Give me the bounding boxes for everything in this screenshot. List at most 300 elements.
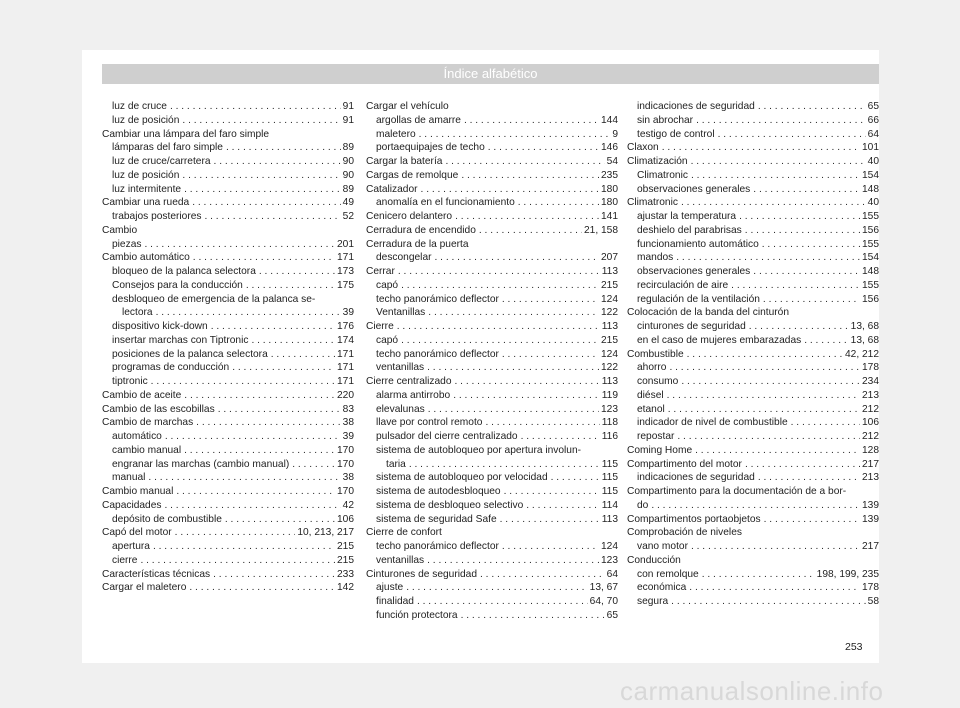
index-term: observaciones generales [637, 183, 751, 195]
index-entry [366, 403, 618, 417]
index-page-ref: 128 [862, 444, 879, 456]
index-entry [366, 444, 618, 458]
index-term: sistema de seguridad Safe [376, 513, 497, 525]
index-entry [366, 375, 618, 389]
index-page-ref: 234 [862, 376, 879, 387]
index-term: ajuste [376, 582, 404, 594]
index-term: Ventanillas [376, 307, 426, 319]
index-term: Catalizador [366, 183, 418, 195]
index-page-ref: 113 [601, 376, 618, 387]
page-title: Índice alfabético [102, 64, 879, 84]
index-page-ref: 113 [601, 513, 618, 525]
dot-leader [758, 471, 860, 485]
dot-leader [488, 141, 599, 155]
index-term: Cinturones de seguridad [366, 568, 478, 580]
dot-leader [502, 348, 599, 362]
index-entry [102, 114, 354, 128]
index-page-ref: 91 [342, 114, 354, 126]
index-page-ref: 215 [337, 554, 354, 566]
index-term: etanol [637, 403, 665, 415]
index-page-ref: 58 [867, 596, 879, 607]
index-entry [102, 224, 354, 238]
index-page-ref: 170 [337, 458, 354, 470]
dot-leader [749, 320, 849, 334]
index-page-ref: 142 [337, 582, 354, 594]
index-term: mandos [637, 252, 674, 264]
index-entry [102, 293, 354, 307]
index-term: segura [637, 596, 669, 607]
dot-leader [480, 568, 605, 582]
index-page-ref: 155 [862, 211, 879, 222]
index-entry [102, 499, 354, 513]
index-term: piezas [112, 238, 142, 250]
dot-leader [500, 513, 600, 527]
index-page-ref: 217 [862, 541, 879, 552]
index-term: luz de cruce/carretera [112, 156, 211, 167]
index-page-ref: 171 [337, 362, 354, 374]
index-entry [366, 554, 618, 568]
dot-leader [170, 100, 341, 114]
index-term: consumo [637, 376, 679, 387]
dot-leader [502, 293, 599, 307]
index-entry [627, 196, 879, 210]
dot-leader [398, 265, 600, 279]
index-term: cierre [112, 554, 138, 566]
index-page-ref: 115 [601, 458, 618, 470]
index-page-ref: 54 [606, 156, 618, 167]
index-term: Cambio [102, 224, 138, 236]
index-page-ref: 42 [342, 499, 354, 511]
dot-leader [401, 334, 599, 348]
index-page-ref: 180 [601, 183, 618, 195]
index-term: Cierre [366, 321, 394, 332]
dot-leader [763, 293, 860, 307]
index-entry [366, 595, 618, 609]
index-entry [102, 238, 354, 252]
index-entry [102, 320, 354, 334]
index-page-ref: 156 [862, 224, 879, 236]
index-page-ref: 42, 212 [845, 348, 879, 360]
index-entry [366, 306, 618, 320]
index-page-ref: 21, 158 [584, 224, 618, 236]
dot-leader [464, 114, 599, 128]
dot-leader [192, 196, 340, 210]
dot-leader [668, 403, 860, 417]
index-term: testigo de control [637, 128, 715, 140]
dot-leader [479, 224, 582, 238]
dot-leader [718, 128, 866, 142]
dot-leader [687, 348, 843, 362]
index-page-ref: 141 [601, 211, 618, 222]
index-entry [627, 334, 879, 348]
index-term: Cargas de remolque [366, 169, 459, 181]
index-entry [627, 155, 879, 169]
index-term: llave por control remoto [376, 417, 483, 429]
index-page-ref: 212 [862, 403, 879, 415]
index-page-ref: 171 [337, 252, 354, 264]
dot-leader [526, 499, 600, 513]
index-page-ref: 124 [601, 348, 618, 360]
index-term: engranar las marchas (cambio manual) [112, 458, 290, 470]
index-term: luz de cruce [112, 101, 167, 112]
index-term: lámparas del faro simple [112, 142, 223, 154]
index-entry [102, 375, 354, 389]
dot-leader [226, 141, 341, 155]
index-entry [366, 169, 618, 183]
index-page-ref: 40 [867, 197, 879, 209]
index-term: dispositivo kick-down [112, 321, 208, 332]
index-term: anomalía en el funcionamiento [376, 197, 515, 209]
dot-leader [445, 155, 604, 169]
dot-leader [182, 114, 340, 128]
index-page-ref: 170 [337, 444, 354, 456]
index-page-ref: 178 [862, 582, 879, 594]
index-term: desbloqueo de emergencia de la palanca se- [112, 293, 316, 305]
index-entry [366, 458, 618, 472]
dot-leader [153, 540, 335, 554]
dot-leader [401, 279, 599, 293]
index-term: Cambio de las escobillas [102, 403, 215, 415]
index-page-ref: 89 [342, 142, 354, 154]
index-page-ref: 64, 70 [589, 596, 618, 607]
index-entry [366, 609, 618, 623]
index-term: Cargar el maletero [102, 582, 187, 594]
index-term: finalidad [376, 596, 414, 607]
dot-leader [681, 196, 866, 210]
index-entry [102, 348, 354, 362]
index-entry [102, 568, 354, 582]
index-entry [627, 183, 879, 197]
index-term: Cenicero delantero [366, 211, 453, 222]
dot-leader [667, 389, 860, 403]
index-term: programas de conducción [112, 362, 230, 374]
index-page-ref: 154 [862, 169, 879, 181]
dot-leader [745, 458, 860, 472]
dot-leader [182, 169, 340, 183]
index-term: ahorro [637, 362, 667, 374]
dot-leader [175, 526, 296, 540]
index-term: apertura [112, 541, 150, 552]
index-column-2 [366, 100, 618, 623]
index-term: cambio manual [112, 444, 182, 456]
index-page-ref: 39 [342, 431, 354, 442]
index-entry [627, 320, 879, 334]
index-term: Cerradura de la puerta [366, 238, 469, 250]
index-page-ref: 124 [601, 293, 618, 305]
index-entry [627, 403, 879, 417]
dot-leader [504, 485, 600, 499]
dot-leader [753, 183, 860, 197]
index-entry [627, 513, 879, 527]
index-page-ref: 178 [862, 362, 879, 374]
index-term: capó [376, 279, 399, 291]
index-page-ref: 213 [862, 389, 879, 401]
index-term: Cargar el vehículo [366, 101, 449, 112]
index-entry [102, 361, 354, 375]
index-entry [627, 169, 879, 183]
index-page-ref: 155 [862, 279, 879, 291]
dot-leader [427, 554, 599, 568]
page-number: 253 [845, 641, 863, 653]
dot-leader [213, 568, 335, 582]
dot-leader [461, 609, 605, 623]
index-term: Cambio de aceite [102, 389, 182, 401]
index-entry [366, 471, 618, 485]
index-term: Cerradura de encendido [366, 224, 476, 236]
index-page-ref: 124 [601, 541, 618, 552]
dot-leader [184, 444, 335, 458]
index-page-ref: 212 [862, 431, 879, 442]
index-entry [366, 581, 618, 595]
index-entry [366, 526, 618, 540]
index-entry [366, 100, 618, 114]
index-page-ref: 207 [601, 252, 618, 264]
index-entry [366, 499, 618, 513]
dot-leader [151, 375, 335, 389]
dot-leader [204, 210, 340, 224]
index-page-ref: 123 [601, 403, 618, 415]
dot-leader [225, 513, 335, 527]
index-term: manual [112, 472, 146, 484]
dot-leader [406, 581, 587, 595]
index-term: Cambio de marchas [102, 417, 194, 429]
index-page-ref: 233 [337, 568, 354, 580]
index-term: indicador de nivel de combustible [637, 417, 788, 429]
dot-leader [232, 361, 335, 375]
index-entry [366, 513, 618, 527]
index-page-ref: 83 [342, 403, 354, 415]
index-page-ref: 65 [606, 609, 618, 621]
dot-leader [455, 375, 600, 389]
dot-leader [677, 430, 860, 444]
dot-leader [211, 320, 335, 334]
index-page-ref: 176 [337, 321, 354, 332]
index-page-ref: 13, 67 [589, 582, 618, 594]
index-entry [627, 499, 879, 513]
index-term: Capacidades [102, 499, 162, 511]
index-term: luz de posición [112, 114, 180, 126]
dot-leader [758, 100, 866, 114]
index-entry [366, 568, 618, 582]
index-entry [366, 141, 618, 155]
dot-leader [695, 444, 860, 458]
index-term: elevalunas [376, 403, 425, 415]
dot-leader [485, 416, 599, 430]
index-entry [102, 196, 354, 210]
index-page-ref: 123 [601, 554, 618, 566]
index-entry [627, 485, 879, 499]
index-term: Cargar la batería [366, 156, 443, 167]
index-page-ref: 173 [337, 266, 354, 277]
index-entry [102, 513, 354, 527]
index-entry [366, 224, 618, 238]
index-entry [366, 485, 618, 499]
index-entry [627, 224, 879, 238]
index-term: luz de posición [112, 169, 180, 181]
dot-leader [669, 361, 860, 375]
index-entry [102, 458, 354, 472]
index-term: Cerrar [366, 266, 395, 277]
index-column-3 [627, 100, 879, 609]
index-page-ref: 122 [601, 307, 618, 319]
index-term: con remolque [637, 568, 699, 580]
index-entry [627, 595, 879, 609]
index-page-ref: 115 [601, 472, 618, 484]
dot-leader [184, 183, 341, 197]
index-term: Cambiar una rueda [102, 197, 190, 209]
index-term: pulsador del cierre centralizado [376, 431, 518, 442]
index-page-ref: 9 [612, 128, 618, 140]
dot-leader [156, 306, 341, 320]
index-entry [366, 348, 618, 362]
dot-leader [762, 238, 860, 252]
index-entry [627, 540, 879, 554]
index-entry [102, 554, 354, 568]
index-term: recirculación de aire [637, 279, 729, 291]
index-entry [366, 196, 618, 210]
index-entry [102, 389, 354, 403]
dot-leader [461, 169, 599, 183]
index-term: sin abrochar [637, 114, 694, 126]
index-term: observaciones generales [637, 266, 751, 277]
index-term: Compartimentos portaobjetos [627, 513, 761, 525]
dot-leader [251, 334, 335, 348]
dot-leader [435, 251, 599, 265]
dot-leader [144, 238, 335, 252]
index-term: argollas de amarre [376, 114, 461, 126]
dot-leader [691, 169, 860, 183]
index-page-ref: 144 [601, 114, 618, 126]
dot-leader [753, 265, 860, 279]
index-term: Claxon [627, 142, 659, 154]
index-page-ref: 52 [342, 211, 354, 222]
dot-leader [189, 581, 335, 595]
index-page-ref: 220 [337, 389, 354, 401]
index-term: techo panorámico deflector [376, 348, 499, 360]
index-term: Coming Home [627, 444, 693, 456]
index-term: portaequipajes de techo [376, 142, 485, 154]
dot-leader [662, 141, 860, 155]
index-page-ref: 64 [606, 568, 618, 580]
index-page-ref: 148 [862, 266, 879, 277]
dot-leader [551, 471, 600, 485]
index-term: Compartimento del motor [627, 458, 742, 470]
dot-leader [292, 458, 335, 472]
dot-leader [184, 389, 335, 403]
index-term: lectora [122, 307, 153, 319]
index-entry [102, 526, 354, 540]
index-page-ref: 139 [862, 499, 879, 511]
index-term: tiptronic [112, 376, 148, 387]
index-entry [366, 251, 618, 265]
index-page-ref: 106 [337, 513, 354, 525]
index-entry [627, 444, 879, 458]
dot-leader [681, 375, 860, 389]
index-term: diésel [637, 389, 664, 401]
index-page-ref: 180 [601, 197, 618, 209]
index-term: Colocación de la banda del cinturón [627, 307, 789, 319]
index-entry [366, 540, 618, 554]
index-term: techo panorámico deflector [376, 293, 499, 305]
index-entry [627, 471, 879, 485]
index-entry [627, 238, 879, 252]
dot-leader [791, 416, 860, 430]
index-page-ref: 13, 68 [850, 334, 879, 346]
index-entry [102, 141, 354, 155]
dot-leader [218, 403, 341, 417]
dot-leader [521, 430, 600, 444]
index-page-ref: 10, 213, 217 [297, 527, 354, 539]
dot-leader [691, 155, 866, 169]
index-page-ref: 115 [601, 486, 618, 497]
index-entry [102, 444, 354, 458]
index-entry [366, 279, 618, 293]
index-term: automático [112, 431, 162, 442]
index-term: indicaciones de seguridad [637, 472, 755, 484]
index-term: depósito de combustible [112, 513, 222, 525]
dot-leader [176, 485, 335, 499]
dot-leader [164, 499, 340, 513]
index-entry [627, 114, 879, 128]
dot-leader [702, 568, 815, 582]
dot-leader [196, 416, 340, 430]
index-entry [366, 265, 618, 279]
index-entry [366, 238, 618, 252]
dot-leader [696, 114, 866, 128]
index-term: taria [386, 458, 406, 470]
index-term: Cambio manual [102, 486, 174, 497]
index-page-ref: 114 [601, 499, 618, 511]
dot-leader [731, 279, 860, 293]
index-page-ref: 215 [601, 279, 618, 291]
index-page-ref: 215 [601, 334, 618, 346]
dot-leader [428, 403, 599, 417]
index-term: regulación de la ventilación [637, 293, 760, 305]
index-page-ref: 38 [342, 417, 354, 429]
dot-leader [148, 471, 340, 485]
index-term: Conducción [627, 554, 681, 566]
index-page-ref: 90 [342, 156, 354, 167]
index-term: sistema de desbloqueo selectivo [376, 499, 524, 511]
index-entry [366, 416, 618, 430]
index-page-ref: 118 [601, 417, 618, 429]
index-page-ref: 148 [862, 183, 879, 195]
index-entry [627, 141, 879, 155]
index-entry [627, 526, 879, 540]
index-entry [102, 485, 354, 499]
index-term: Combustible [627, 348, 684, 360]
index-entry [627, 568, 879, 582]
index-page-ref: 13, 68 [850, 321, 879, 332]
index-term: trabajos posteriores [112, 211, 202, 222]
index-term: sistema de autobloqueo por apertura involun- [376, 444, 582, 456]
index-page-ref: 66 [867, 114, 879, 126]
index-term: Consejos para la conducción [112, 279, 243, 291]
index-entry [366, 114, 618, 128]
index-term: bloqueo de la palanca selectora [112, 266, 256, 277]
index-page-ref: 113 [601, 266, 618, 277]
index-term: luz intermitente [112, 183, 182, 195]
index-entry [102, 403, 354, 417]
index-entry [102, 581, 354, 595]
index-entry [627, 100, 879, 114]
index-term: repostar [637, 431, 675, 442]
index-term: en el caso de mujeres embarazadas [637, 334, 802, 346]
index-entry [627, 554, 879, 568]
dot-leader [246, 279, 335, 293]
index-entry [102, 279, 354, 293]
index-entry [102, 169, 354, 183]
